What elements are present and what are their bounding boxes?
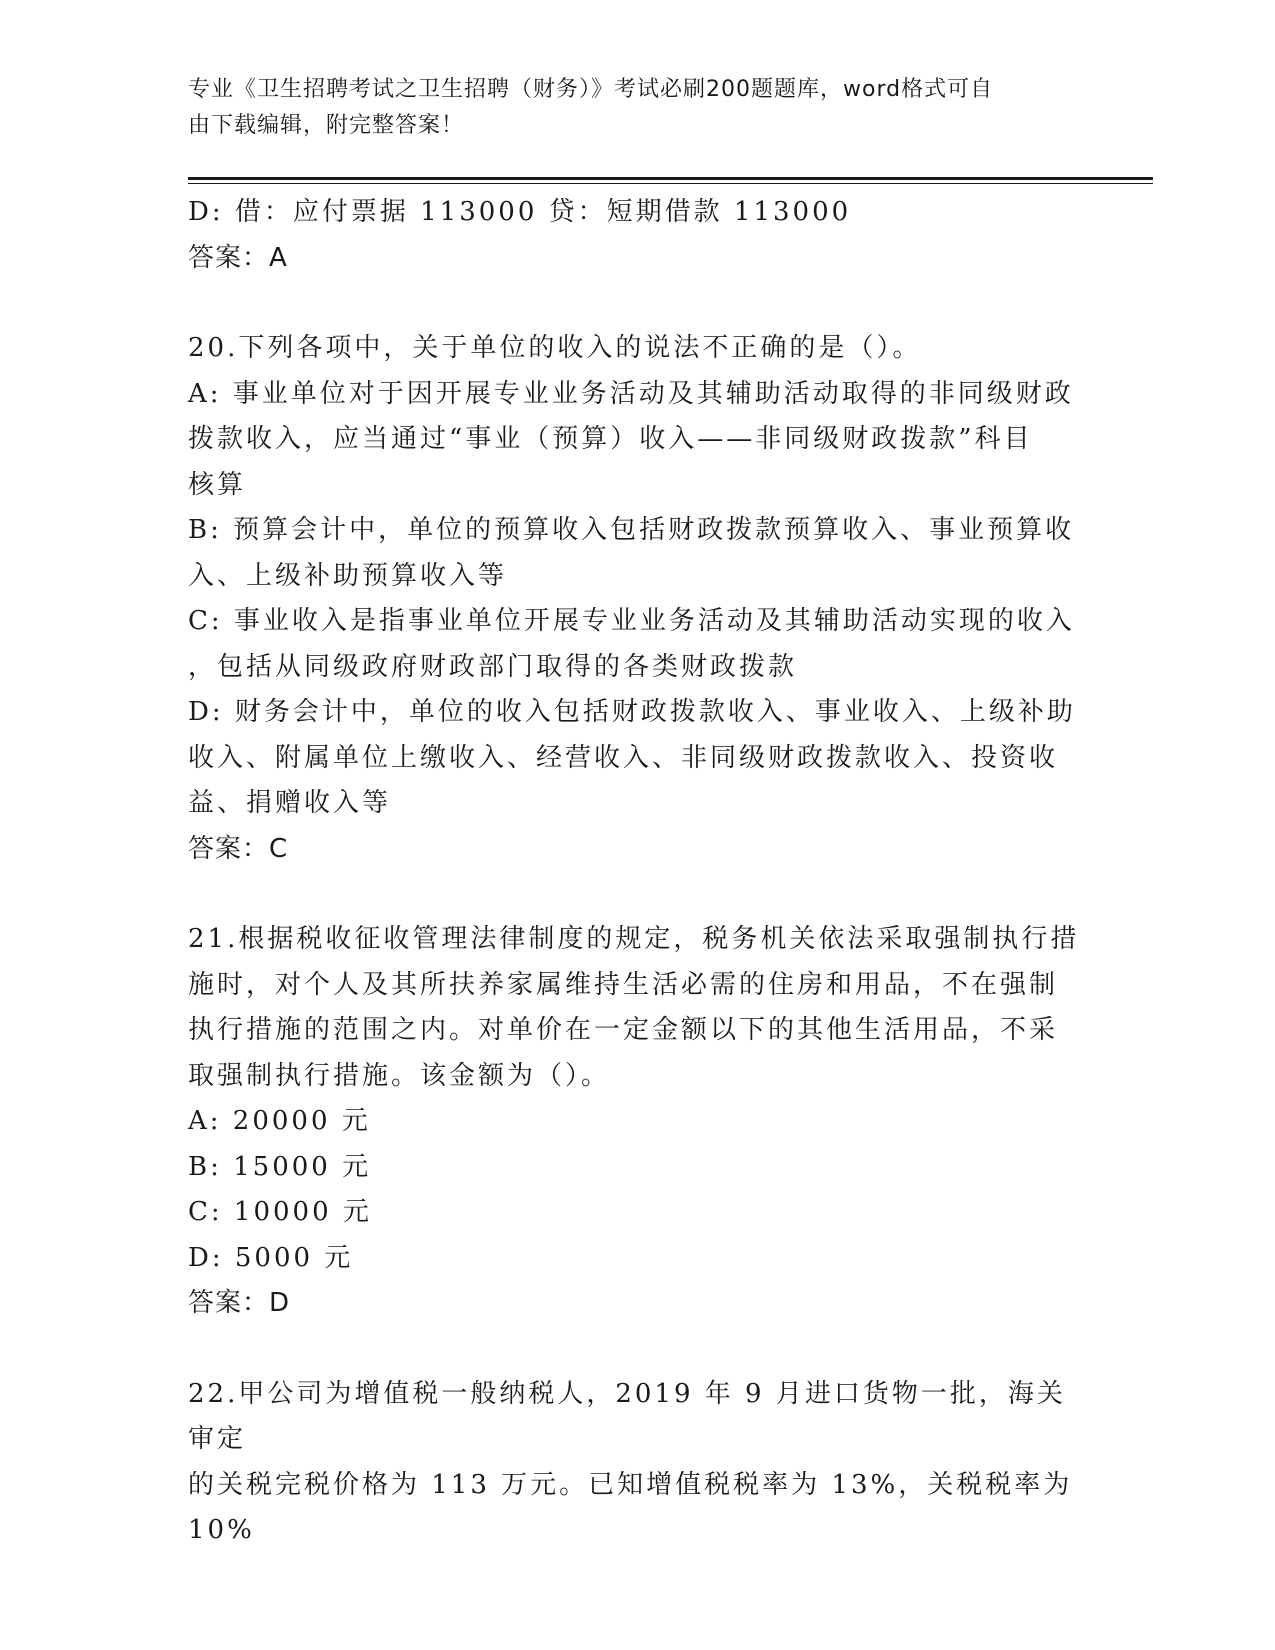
option-d-line: 益、捐赠收入等 [188,788,392,818]
option-d-line: 收入、附属单位上缴收入、经营收入、非同级财政拨款收入、投资收 [188,742,1059,773]
option-a-line: 拨款收入，应当通过“事业（预算）收入——非同级财政拨款”科目 [188,424,1033,454]
spacer [188,872,1088,917]
option-c-line: ，包括从同级政府财政部门取得的各类财政拨款 [188,651,798,682]
spacer [188,1327,1088,1372]
question-stem-line: 的关税完税价格为 113 万元。已知增值税税率为 13%，关税税率为 10% [188,1469,1084,1545]
question-stem-line: 21.根据税收征收管理法律制度的规定，税务机关依法采取强制执行措 [188,924,1080,954]
question-19-tail [188,190,1088,281]
question-20 [188,326,1088,872]
option-d: D: 5000 元 [188,1242,354,1273]
option-a: A: 20000 元 [188,1106,371,1136]
document-body [188,190,1088,1554]
answer-label: 答案：A [188,242,288,273]
header-line-2: 由下载编辑，附完整答案！ [188,113,465,138]
option-b-line: B: 预算会计中，单位的预算收入包括财政拨款预算收入、事业预算收 [188,515,1075,545]
question-stem-line: 执行措施的范围之内。对单价在一定金额以下的其他生活用品，不采 [188,1015,1059,1045]
question-stem-line: 取强制执行措施。该金额为（）。 [188,1060,611,1091]
header-divider-thick [188,177,1153,180]
answer-label: 答案：D [188,1288,291,1318]
option-d: D: 借：应付票据 113000 贷：短期借款 113000 [188,197,852,227]
question-stem: 20.下列各项中，关于单位的收入的说法不正确的是（）。 [188,333,922,363]
option-d-line: D: 财务会计中，单位的收入包括财政拨款收入、事业收入、上级补助 [188,697,1076,727]
document-header [188,72,1068,144]
header-line-1: 专业《卫生招聘考试之卫生招聘（财务）》考试必刷200题题库，word格式可自 [188,77,994,102]
option-b-line: 入、上级补助预算收入等 [188,560,508,591]
question-21 [188,917,1088,1327]
option-a-line: A: 事业单位对于因开展专业业务活动及其辅助活动取得的非同级财政 [188,378,1074,409]
question-stem-line: 22.甲公司为增值税一般纳税人，2019 年 9 月进口货物一批，海关审定 [188,1378,1066,1454]
option-c-line: C: 事业收入是指事业单位开展专业业务活动及其辅助活动实现的收入 [188,606,1075,636]
spacer [188,281,1088,326]
question-22 [188,1372,1088,1554]
header-divider-thin [188,183,1153,184]
option-b: B: 15000 元 [188,1151,372,1182]
question-stem-line: 施时，对个人及其所扶养家属维持生活必需的住房和用品，不在强制 [188,969,1059,1000]
option-a-line: 核算 [188,469,247,500]
answer-label: 答案：C [188,833,289,864]
option-c: C: 10000 元 [188,1197,372,1227]
